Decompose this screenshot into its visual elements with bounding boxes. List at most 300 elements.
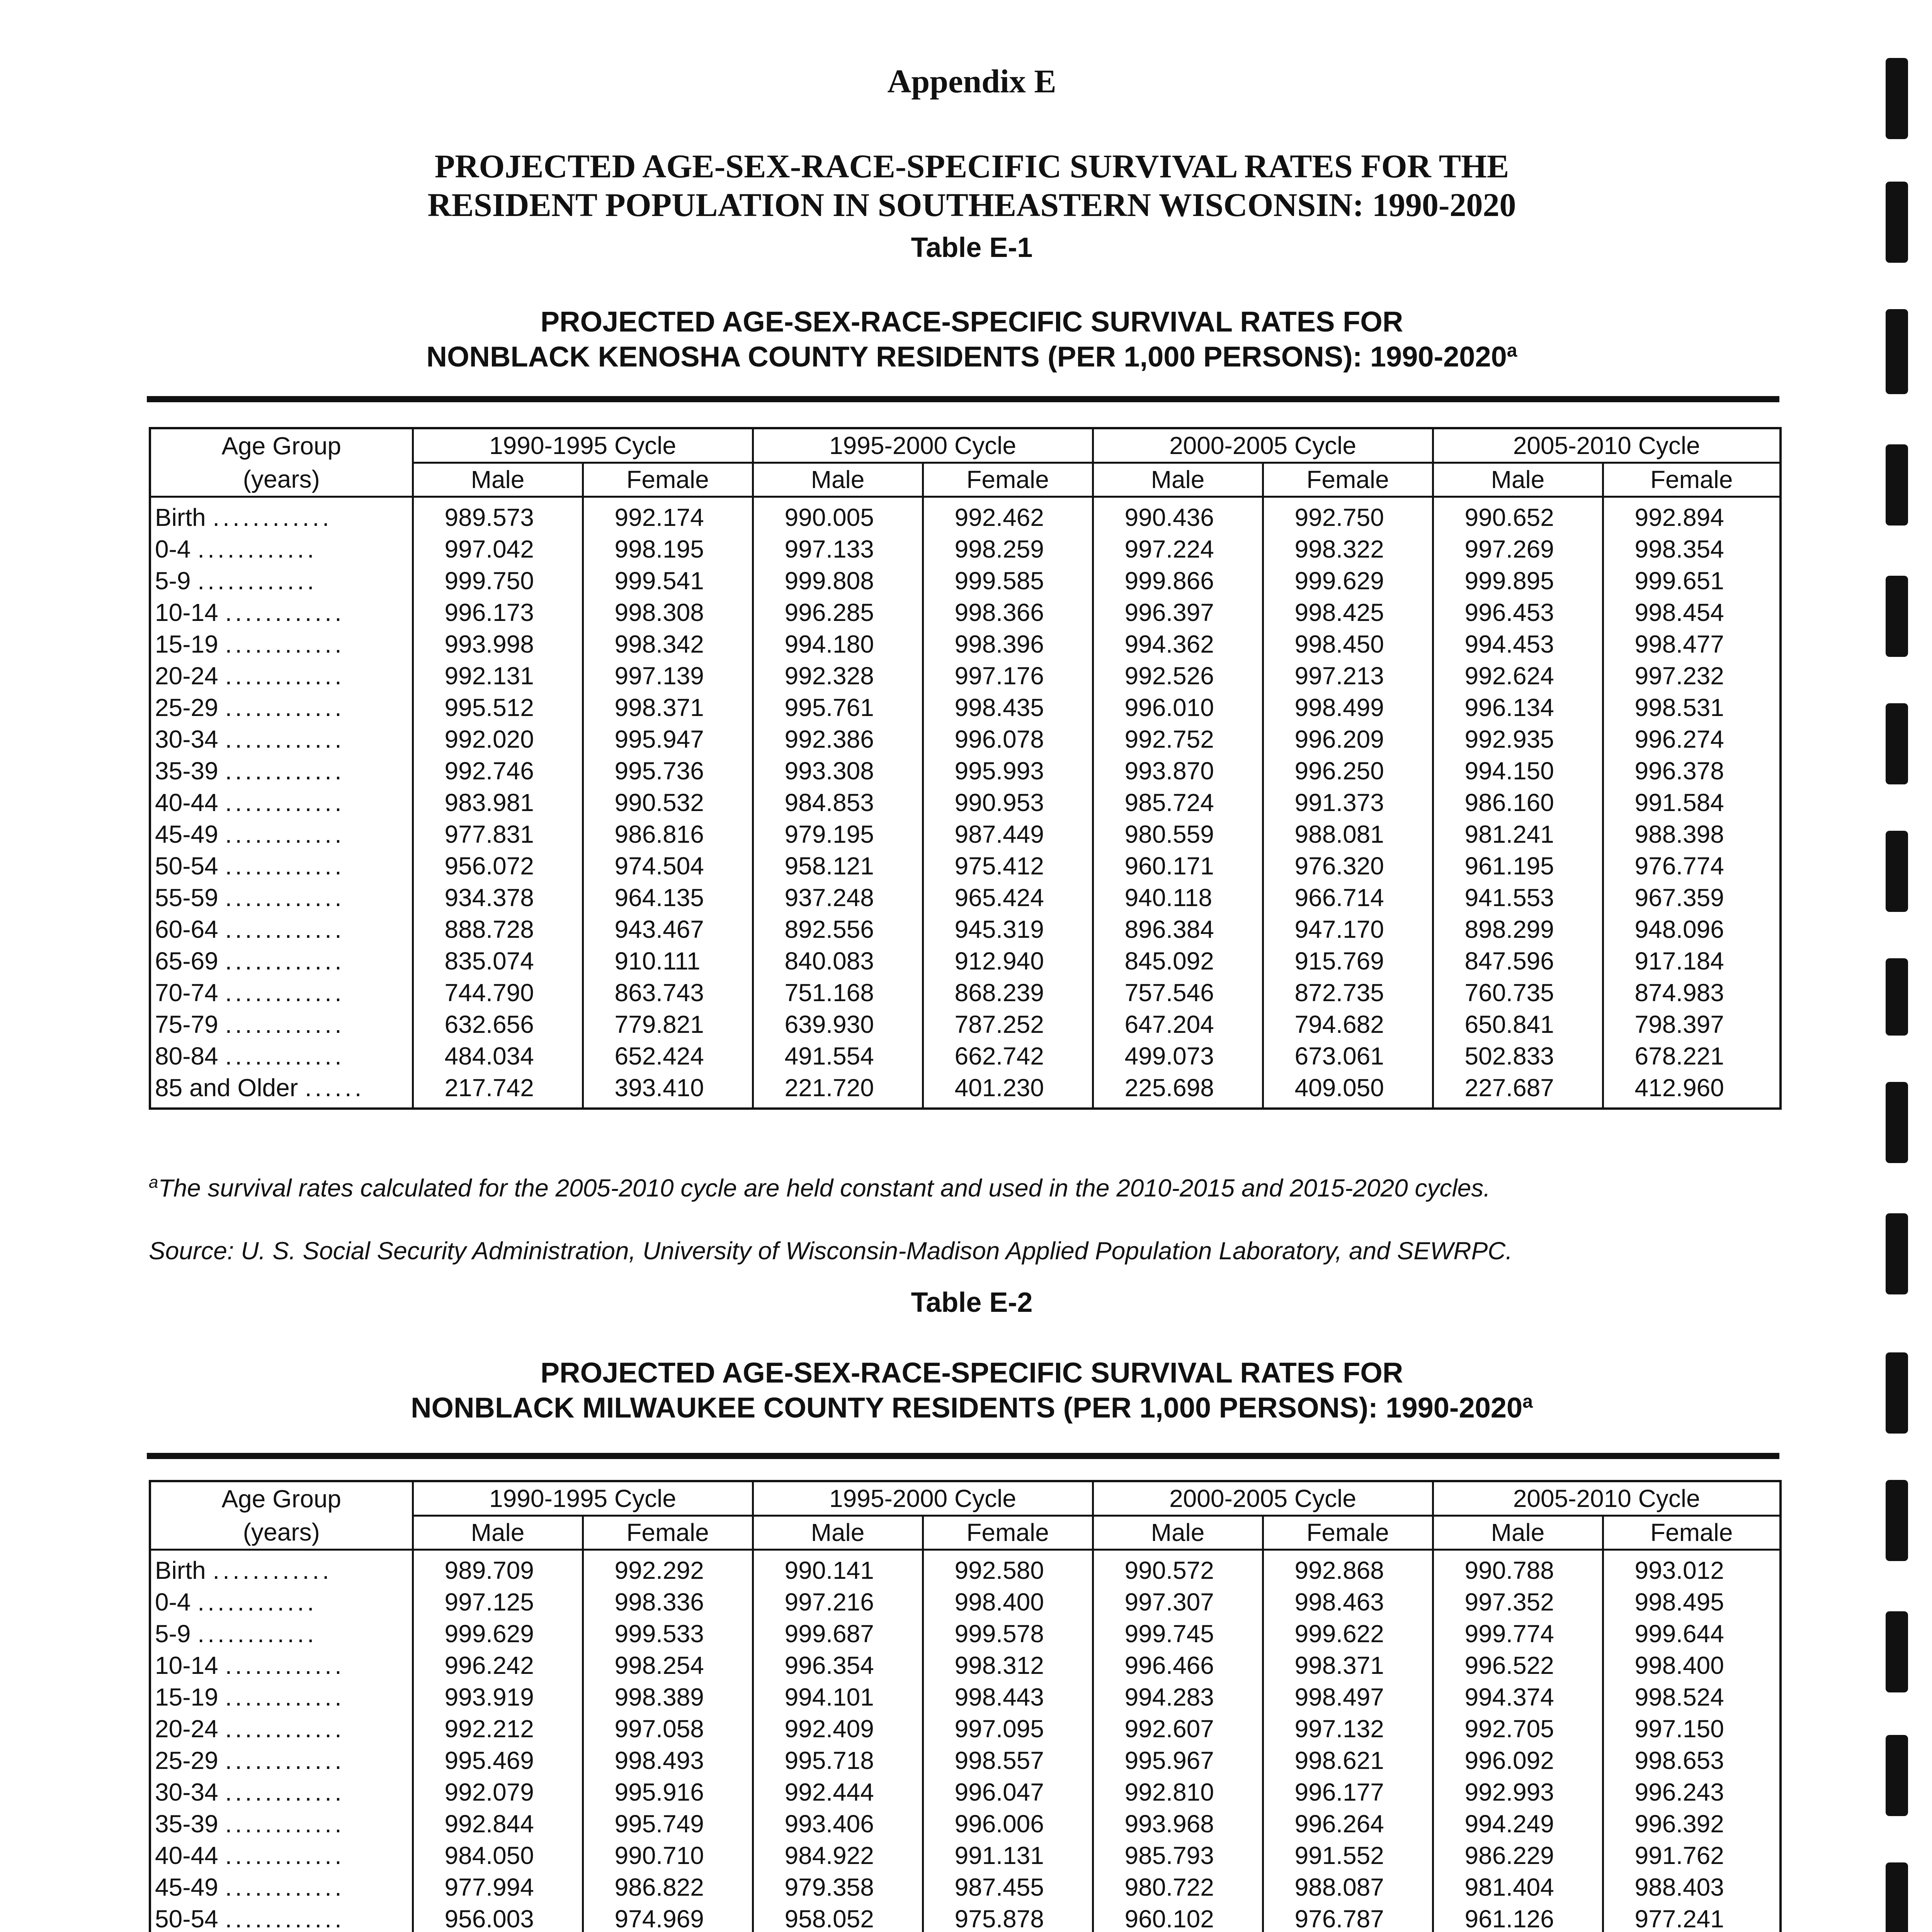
table-e1-source: Source: U. S. Social Security Administration, University of Wisconsin-Madison Applied Population Laboratory, and SEWRPC. [149,1237,1513,1265]
rate-cell: 992.079 [413,1776,583,1808]
rate-cell: 662.742 [923,1040,1093,1072]
rate-cell: 965.424 [923,882,1093,913]
rate-cell: 960.171 [1093,850,1263,882]
rate-cell: 987.449 [923,818,1093,850]
leader-dots: ............ [225,1042,345,1070]
age-group-cell [150,565,413,597]
rate-cell: 998.450 [1263,628,1433,660]
rate-cell: 991.131 [923,1840,1093,1871]
rate-cell: 639.930 [753,1009,923,1040]
rate-cell: 999.866 [1093,565,1263,597]
rate-cell: 997.269 [1433,533,1603,565]
main-title-line-2: RESIDENT POPULATION IN SOUTHEASTERN WISCONSIN: 1990-2020 [427,186,1516,223]
table-row [150,660,1781,692]
rate-cell: 996.274 [1603,723,1781,755]
rate-cell: 221.720 [753,1072,923,1109]
rate-cell: 967.359 [1603,882,1781,913]
rate-cell: 996.378 [1603,755,1781,787]
age-group-cell [150,850,413,882]
age-group-label: 10-14 [155,599,218,626]
binder-mark [1886,182,1908,263]
rate-cell: 499.073 [1093,1040,1263,1072]
rate-cell: 225.698 [1093,1072,1263,1109]
leader-dots: ............ [225,1810,345,1838]
rate-cell: 996.010 [1093,692,1263,723]
rate-cell: 744.790 [413,977,583,1009]
female-header: Female [1603,463,1781,497]
leader-dots: ............ [225,1715,345,1743]
female-header: Female [1263,463,1433,497]
rate-cell: 393.410 [583,1072,753,1109]
table-row [150,755,1781,787]
male-header: Male [1433,463,1603,497]
rate-cell: 992.894 [1603,497,1781,534]
rate-cell: 997.216 [753,1586,923,1618]
rate-cell: 990.572 [1093,1550,1263,1587]
rate-cell: 994.150 [1433,755,1603,787]
binder-mark [1886,309,1908,394]
rate-cell: 996.209 [1263,723,1433,755]
rate-cell: 997.150 [1603,1713,1781,1745]
age-group-label: 45-49 [155,820,218,848]
leader-dots: ............ [225,757,345,785]
age-group-cell [150,1871,413,1903]
table-e1-footnote-marker: a [149,1173,158,1192]
age-group-label: 50-54 [155,852,218,880]
rate-cell: 678.221 [1603,1040,1781,1072]
rate-cell: 980.559 [1093,818,1263,850]
age-group-label: 65-69 [155,947,218,975]
male-header: Male [1093,1515,1263,1550]
leader-dots: ............ [225,884,345,912]
rate-cell: 999.895 [1433,565,1603,597]
rate-cell: 632.656 [413,1009,583,1040]
rate-cell: 673.061 [1263,1040,1433,1072]
rate-cell: 991.373 [1263,787,1433,818]
table-e1-label: Table E-1 [911,232,1033,263]
age-group-label: 75-79 [155,1010,218,1038]
rate-cell: 997.307 [1093,1586,1263,1618]
leader-dots: ............ [213,503,332,531]
rate-cell: 998.254 [583,1650,753,1681]
rate-cell: 999.808 [753,565,923,597]
rate-cell: 988.403 [1603,1871,1781,1903]
table-e2-title-line-1: PROJECTED AGE-SEX-RACE-SPECIFIC SURVIVAL RATES FOR [540,1357,1403,1389]
rate-cell: 990.953 [923,787,1093,818]
leader-dots: ............ [225,1778,345,1806]
rate-cell: 995.736 [583,755,753,787]
table-e2-label: Table E-2 [911,1287,1033,1318]
rate-cell: 997.132 [1263,1713,1433,1745]
age-group-label: 0-4 [155,1588,191,1616]
rate-cell: 992.750 [1263,497,1433,534]
rate-cell: 997.139 [583,660,753,692]
rate-cell: 647.204 [1093,1009,1263,1040]
leader-dots: ............ [225,820,345,848]
rate-cell: 992.526 [1093,660,1263,692]
rate-cell: 980.722 [1093,1871,1263,1903]
rate-cell: 958.052 [753,1903,923,1932]
rate-cell: 988.398 [1603,818,1781,850]
rate-cell: 964.135 [583,882,753,913]
rate-cell: 981.241 [1433,818,1603,850]
rate-cell: 996.243 [1603,1776,1781,1808]
rate-cell: 779.821 [583,1009,753,1040]
rate-cell: 992.292 [583,1550,753,1587]
age-group-label: 60-64 [155,915,218,943]
table-row [150,628,1781,660]
binder-mark [1886,1213,1908,1294]
rate-cell: 961.195 [1433,850,1603,882]
age-group-cell [150,692,413,723]
age-group-label: 85 and Older [155,1074,298,1102]
rate-cell: 999.541 [583,565,753,597]
rate-cell: 999.651 [1603,565,1781,597]
rate-cell: 999.644 [1603,1618,1781,1650]
rate-cell: 990.788 [1433,1550,1603,1587]
rate-cell: 992.409 [753,1713,923,1745]
rate-cell: 996.264 [1263,1808,1433,1840]
appendix-title: Appendix E [887,63,1056,100]
rate-cell: 999.629 [413,1618,583,1650]
cycle-header: 2000-2005 Cycle [1093,1481,1433,1515]
rate-cell: 998.312 [923,1650,1093,1681]
female-header: Female [923,463,1093,497]
rate-cell: 998.621 [1263,1745,1433,1776]
age-group-label: Birth [155,503,206,531]
rate-cell: 999.629 [1263,565,1433,597]
rate-cell: 996.453 [1433,597,1603,628]
rate-cell: 995.993 [923,755,1093,787]
rate-cell: 994.453 [1433,628,1603,660]
table-row [150,1586,1781,1618]
rate-cell: 998.425 [1263,597,1433,628]
rate-cell: 999.745 [1093,1618,1263,1650]
leader-dots: ............ [197,535,317,563]
table-e1-title-superscript: a [1507,340,1517,361]
binder-mark [1886,1862,1908,1932]
table-e2-top-rule [147,1453,1779,1459]
rate-cell: 976.774 [1603,850,1781,882]
rate-cell: 998.322 [1263,533,1433,565]
table-e1 [149,427,1782,1110]
rate-cell: 984.922 [753,1840,923,1871]
leader-dots: ............ [225,662,345,690]
age-group-label: 35-39 [155,1810,218,1838]
rate-cell: 998.396 [923,628,1093,660]
rate-cell: 997.176 [923,660,1093,692]
table-row [150,1840,1781,1871]
table-e1-footnote [149,1173,1490,1202]
rate-cell: 912.940 [923,945,1093,977]
table-row [150,1871,1781,1903]
rate-cell: 986.822 [583,1871,753,1903]
rate-cell: 998.366 [923,597,1093,628]
rate-cell: 996.177 [1263,1776,1433,1808]
rate-cell: 995.761 [753,692,923,723]
rate-cell: 835.074 [413,945,583,977]
table-e2-title-line-2 [0,1391,1932,1424]
age-group-label: 25-29 [155,1747,218,1774]
rate-cell: 996.006 [923,1808,1093,1840]
rate-cell: 992.810 [1093,1776,1263,1808]
rate-cell: 989.573 [413,497,583,534]
female-header: Female [1263,1515,1433,1550]
table-row [150,597,1781,628]
rate-cell: 986.816 [583,818,753,850]
rate-cell: 979.358 [753,1871,923,1903]
rate-cell: 998.354 [1603,533,1781,565]
rate-cell: 998.342 [583,628,753,660]
age-group-header-line-1: Age Group [221,432,342,460]
leader-dots: ............ [197,567,317,595]
rate-cell: 984.050 [413,1840,583,1871]
rate-cell: 979.195 [753,818,923,850]
rate-cell: 977.994 [413,1871,583,1903]
rate-cell: 992.462 [923,497,1093,534]
rate-cell: 996.078 [923,723,1093,755]
rate-cell: 984.853 [753,787,923,818]
binder-mark [1886,831,1908,912]
binder-mark [1886,1352,1908,1434]
rate-cell: 998.389 [583,1681,753,1713]
rate-cell: 999.750 [413,565,583,597]
rate-cell: 998.497 [1263,1681,1433,1713]
rate-cell: 998.531 [1603,692,1781,723]
rate-cell: 997.232 [1603,660,1781,692]
rate-cell: 999.533 [583,1618,753,1650]
rate-cell: 958.121 [753,850,923,882]
rate-cell: 992.212 [413,1713,583,1745]
table-row [150,945,1781,977]
rate-cell: 997.125 [413,1586,583,1618]
age-group-label: 5-9 [155,567,191,595]
age-group-cell [150,1903,413,1932]
rate-cell: 990.141 [753,1550,923,1587]
age-group-cell [150,1009,413,1040]
rate-cell: 998.195 [583,533,753,565]
rate-cell: 995.967 [1093,1745,1263,1776]
rate-cell: 915.769 [1263,945,1433,977]
rate-cell: 992.752 [1093,723,1263,755]
age-group-cell [150,497,413,534]
rate-cell: 992.174 [583,497,753,534]
leader-dots: ............ [225,1651,345,1679]
age-group-cell [150,1040,413,1072]
leader-dots: ............ [225,1683,345,1711]
rate-cell: 794.682 [1263,1009,1433,1040]
rate-cell: 751.168 [753,977,923,1009]
rate-cell: 992.844 [413,1808,583,1840]
rate-cell: 845.092 [1093,945,1263,977]
cycle-header: 1995-2000 Cycle [753,428,1093,463]
rate-cell: 998.400 [923,1586,1093,1618]
table-row [150,787,1781,818]
age-group-label: 30-34 [155,725,218,753]
female-header: Female [1603,1515,1781,1550]
age-group-cell [150,1745,413,1776]
rate-cell: 787.252 [923,1009,1093,1040]
table-row [150,1550,1781,1587]
rate-cell: 991.552 [1263,1840,1433,1871]
rate-cell: 412.960 [1603,1072,1781,1109]
rate-cell: 995.749 [583,1808,753,1840]
binder-mark [1886,576,1908,657]
table-e1-top-rule [147,396,1779,402]
age-group-label: 30-34 [155,1778,218,1806]
rate-cell: 992.580 [923,1550,1093,1587]
rate-cell: 993.406 [753,1808,923,1840]
age-group-label: 45-49 [155,1873,218,1901]
male-header: Male [753,463,923,497]
rate-cell: 917.184 [1603,945,1781,977]
rate-cell: 974.504 [583,850,753,882]
age-group-cell [150,723,413,755]
rate-cell: 502.833 [1433,1040,1603,1072]
table-e1-title-text: NONBLACK KENOSHA COUNTY RESIDENTS (PER 1,000 PERSONS): 1990-2020 [426,340,1507,373]
age-group-label: 55-59 [155,884,218,912]
rate-cell: 990.005 [753,497,923,534]
table-row [150,692,1781,723]
rate-cell: 652.424 [583,1040,753,1072]
rate-cell: 995.469 [413,1745,583,1776]
table-row [150,1745,1781,1776]
rate-cell: 993.968 [1093,1808,1263,1840]
table-e1-title-line-2 [0,340,1932,373]
leader-dots: ............ [213,1556,332,1584]
rate-cell: 992.386 [753,723,923,755]
rate-cell: 999.622 [1263,1618,1433,1650]
rate-cell: 840.083 [753,945,923,977]
rate-cell: 977.831 [413,818,583,850]
rate-cell: 996.285 [753,597,923,628]
rate-cell: 998.653 [1603,1745,1781,1776]
table-e2 [149,1480,1782,1932]
age-group-label: 5-9 [155,1620,191,1648]
age-group-label: 40-44 [155,789,218,816]
age-group-label: 35-39 [155,757,218,785]
rate-cell: 999.687 [753,1618,923,1650]
table-row [150,1650,1781,1681]
rate-cell: 997.224 [1093,533,1263,565]
rate-cell: 997.095 [923,1713,1093,1745]
rate-cell: 998.495 [1603,1586,1781,1618]
rate-cell: 956.072 [413,850,583,882]
leader-dots: ...... [304,1074,365,1102]
rate-cell: 998.463 [1263,1586,1433,1618]
main-title-line-1: PROJECTED AGE-SEX-RACE-SPECIFIC SURVIVAL RATES FOR THE [434,148,1509,185]
rate-cell: 998.524 [1603,1681,1781,1713]
table-row [150,913,1781,945]
rate-cell: 847.596 [1433,945,1603,977]
age-group-cell [150,1681,413,1713]
rate-cell: 994.362 [1093,628,1263,660]
rate-cell: 992.746 [413,755,583,787]
rate-cell: 910.111 [583,945,753,977]
rate-cell: 948.096 [1603,913,1781,945]
rate-cell: 994.374 [1433,1681,1603,1713]
rate-cell: 995.947 [583,723,753,755]
rate-cell: 868.239 [923,977,1093,1009]
age-group-cell [150,1550,413,1587]
rate-cell: 945.319 [923,913,1093,945]
binder-mark [1886,1735,1908,1816]
leader-dots: ............ [225,1010,345,1038]
rate-cell: 975.412 [923,850,1093,882]
rate-cell: 976.787 [1263,1903,1433,1932]
table-row [150,818,1781,850]
rate-cell: 990.652 [1433,497,1603,534]
rate-cell: 996.250 [1263,755,1433,787]
binder-mark [1886,958,1908,1036]
age-group-label: 80-84 [155,1042,218,1070]
rate-cell: 934.378 [413,882,583,913]
rate-cell: 992.935 [1433,723,1603,755]
binder-mark [1886,444,1908,526]
table-row [150,723,1781,755]
binder-mark [1886,1611,1908,1692]
rate-cell: 990.710 [583,1840,753,1871]
rate-cell: 990.532 [583,787,753,818]
table-row [150,850,1781,882]
rate-cell: 991.762 [1603,1840,1781,1871]
rate-cell: 898.299 [1433,913,1603,945]
leader-dots: ............ [225,1842,345,1869]
table-e2-title-superscript: a [1522,1391,1533,1412]
leader-dots: ............ [225,694,345,721]
rate-cell: 947.170 [1263,913,1433,945]
rate-cell: 981.404 [1433,1871,1603,1903]
rate-cell: 983.981 [413,787,583,818]
rate-cell: 998.499 [1263,692,1433,723]
table-row [150,1618,1781,1650]
rate-cell: 994.101 [753,1681,923,1713]
rate-cell: 994.283 [1093,1681,1263,1713]
age-group-header-line-2: (years) [243,1518,320,1546]
age-group-cell [150,913,413,945]
female-header: Female [923,1515,1093,1550]
rate-cell: 995.916 [583,1776,753,1808]
leader-dots: ............ [225,852,345,880]
rate-cell: 976.320 [1263,850,1433,882]
rate-cell: 998.557 [923,1745,1093,1776]
age-group-cell [150,882,413,913]
rate-cell: 999.774 [1433,1618,1603,1650]
rate-cell: 996.522 [1433,1650,1603,1681]
rate-cell: 872.735 [1263,977,1433,1009]
male-header: Male [753,1515,923,1550]
rate-cell: 998.336 [583,1586,753,1618]
male-header: Male [413,463,583,497]
rate-cell: 998.371 [1263,1650,1433,1681]
age-group-cell [150,660,413,692]
age-group-label: 0-4 [155,535,191,563]
rate-cell: 986.229 [1433,1840,1603,1871]
rate-cell: 988.087 [1263,1871,1433,1903]
rate-cell: 996.173 [413,597,583,628]
rate-cell: 888.728 [413,913,583,945]
rate-cell: 986.160 [1433,787,1603,818]
leader-dots: ............ [225,599,345,626]
rate-cell: 998.308 [583,597,753,628]
rate-cell: 992.444 [753,1776,923,1808]
rate-cell: 985.724 [1093,787,1263,818]
rate-cell: 998.493 [583,1745,753,1776]
rate-cell: 997.352 [1433,1586,1603,1618]
rate-cell: 992.607 [1093,1713,1263,1745]
age-group-label: 70-74 [155,979,218,1007]
table-row [150,977,1781,1009]
